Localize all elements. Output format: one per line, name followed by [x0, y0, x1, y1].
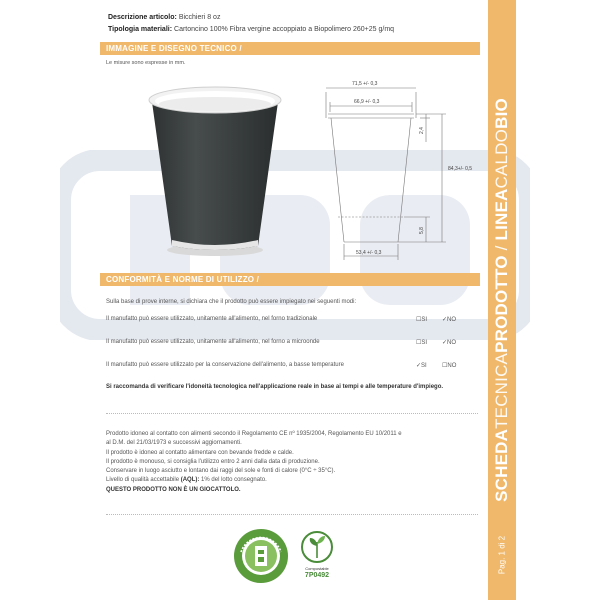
option-no: ✓NO [442, 317, 457, 323]
conformity-statement: Il manufatto può essere utilizzato, unitamente all'alimento, nel forno tradizionale [106, 316, 318, 322]
desc-label: Descrizione articolo: [108, 14, 177, 21]
cup-image [140, 80, 290, 260]
dim-bottom-width: 53,4 +/- 0,3 [356, 250, 382, 256]
regulatory-info [106, 430, 484, 495]
option-si: ✓SI [416, 363, 427, 369]
aql-line [106, 476, 484, 485]
technical-drawing [318, 72, 488, 272]
warning-text: Si raccomanda di verificare l'idoneità tecnologica nell'applicazione reale in base ai tempi e alle temperature d'impiego. [106, 384, 444, 390]
compostable-code: 7P0492 [304, 572, 330, 579]
divider [106, 413, 478, 414]
option-si: ☐SI [416, 340, 428, 346]
aql-suffix: 1% del lotto consegnato. [199, 477, 267, 484]
dim-inner-width: 66,9 +/- 0,3 [354, 99, 380, 105]
measure-note: Le misure sono espresse in mm. [106, 60, 186, 66]
type-value: Cartoncino 100% Fibra vergine accoppiato a Biopolimero 260+25 g/mq [174, 26, 395, 33]
side-title-part: SCHEDA [492, 428, 511, 502]
compostable-label: Compostable [305, 566, 329, 571]
side-title-part: PRODOTTO [492, 255, 511, 353]
compostable-logo [300, 530, 334, 582]
side-title-part: LINEA [492, 188, 511, 241]
type-label: Tipologia materiali: [108, 26, 173, 33]
side-title-part: TECNICA [492, 352, 511, 429]
aql-label: (AQL): [180, 477, 200, 484]
conformity-row [106, 362, 486, 372]
section-image-header: IMMAGINE E DISEGNO TECNICO / [100, 42, 480, 55]
info-line: Prodotto idoneo al contatto con alimenti secondo il Regolamento CE nº 1935/2004, Regolamento EU 10/2011 e [106, 431, 402, 437]
section-conformity-header: CONFORMITÀ E NORME DI UTILIZZO / [100, 273, 480, 286]
biodegradable-logo [233, 528, 289, 584]
option-no: ☐NO [442, 363, 457, 369]
option-si: ☐SI [416, 317, 428, 323]
option-no: ✓NO [442, 340, 457, 346]
side-title-part: CALDO [492, 128, 511, 189]
info-line: Conservare in luogo asciutto e lontano dai raggi del sole e fonti di calore (0°C ÷ 35°C). [106, 468, 336, 475]
page-number: Pag. 1 di 2 [497, 535, 507, 575]
conformity-row [106, 339, 486, 349]
info-line: Il prodotto è idoneo al contatto alimentare con bevande fredde e calde. [106, 449, 294, 456]
dim-total-height: 84,3+/- 0,5 [448, 166, 473, 172]
divider [106, 514, 478, 515]
side-title-part: / [492, 240, 511, 256]
side-title [488, 0, 516, 600]
seedling-icon [300, 530, 334, 566]
conformity-row [106, 316, 486, 326]
conformity-statement: Il manufatto può essere utilizzato, unitamente all'alimento, nel forno a microonde [106, 339, 320, 345]
header-meta [108, 12, 394, 36]
dim-top-width: 71,5 +/- 0,3 [352, 81, 378, 87]
dim-base-height: 5,8 [419, 227, 425, 234]
conformity-statement: Il manufatto può essere utilizzato per la conservazione dell'alimento, a basse temperature [106, 362, 344, 368]
info-line: al D.M. del 21/03/1973 e successivi aggiornamenti. [106, 440, 242, 447]
side-title-part: BIO [492, 98, 511, 129]
conformity-intro: Sulla base di prove interne, si dichiara che il prodotto può essere impiegato nei seguenti modi: [106, 299, 357, 305]
desc-value: Bicchieri 8 oz [178, 14, 221, 21]
aql-prefix: Livello di qualità accettabile [106, 477, 181, 484]
dim-rim-height: 2,4 [419, 127, 425, 134]
not-toy-warning: QUESTO PRODOTTO NON È UN GIOCATTOLO. [106, 486, 241, 493]
info-line: Il prodotto è monouso, si consiglia l'utilizzo entro 2 anni dalla data di produzione. [106, 458, 320, 465]
